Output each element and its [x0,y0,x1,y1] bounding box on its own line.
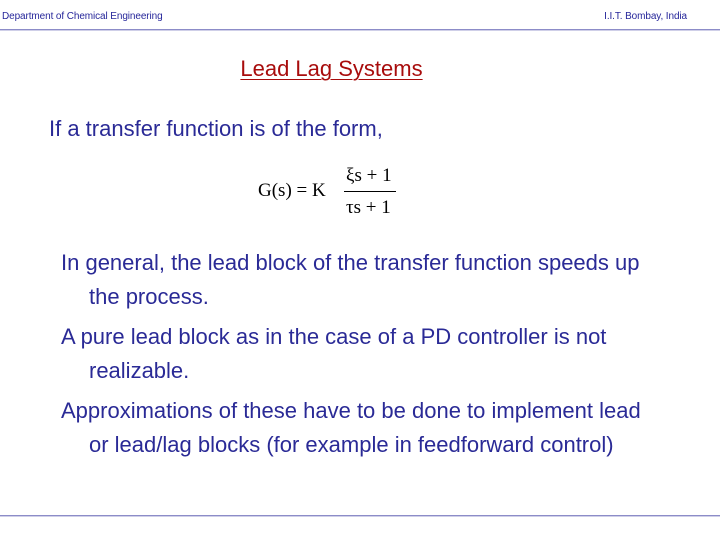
equation-lhs: G(s) = K [258,180,326,201]
fraction-bar [344,191,396,192]
equation-denominator: τs + 1 [346,197,391,218]
top-divider [0,29,720,30]
bullet-item: In general, the lead block of the transfer function speeds up the process. [61,250,640,309]
slide-title: Lead Lag Systems [240,56,423,81]
header-institute: I.I.T. Bombay, India [604,11,687,22]
bullet-list [61,246,661,468]
bottom-divider [0,515,720,516]
bullet-item: Approximations of these have to be done to implement lead or lead/lag blocks (for example in feedforward control) [61,398,641,457]
intro-text: If a transfer function is of the form, [49,116,383,141]
bullet-item: A pure lead block as in the case of a PD controller is not realizable. [61,324,607,383]
equation-numerator: ξs + 1 [346,165,392,186]
header-department: Department of Chemical Engineering [2,11,163,22]
